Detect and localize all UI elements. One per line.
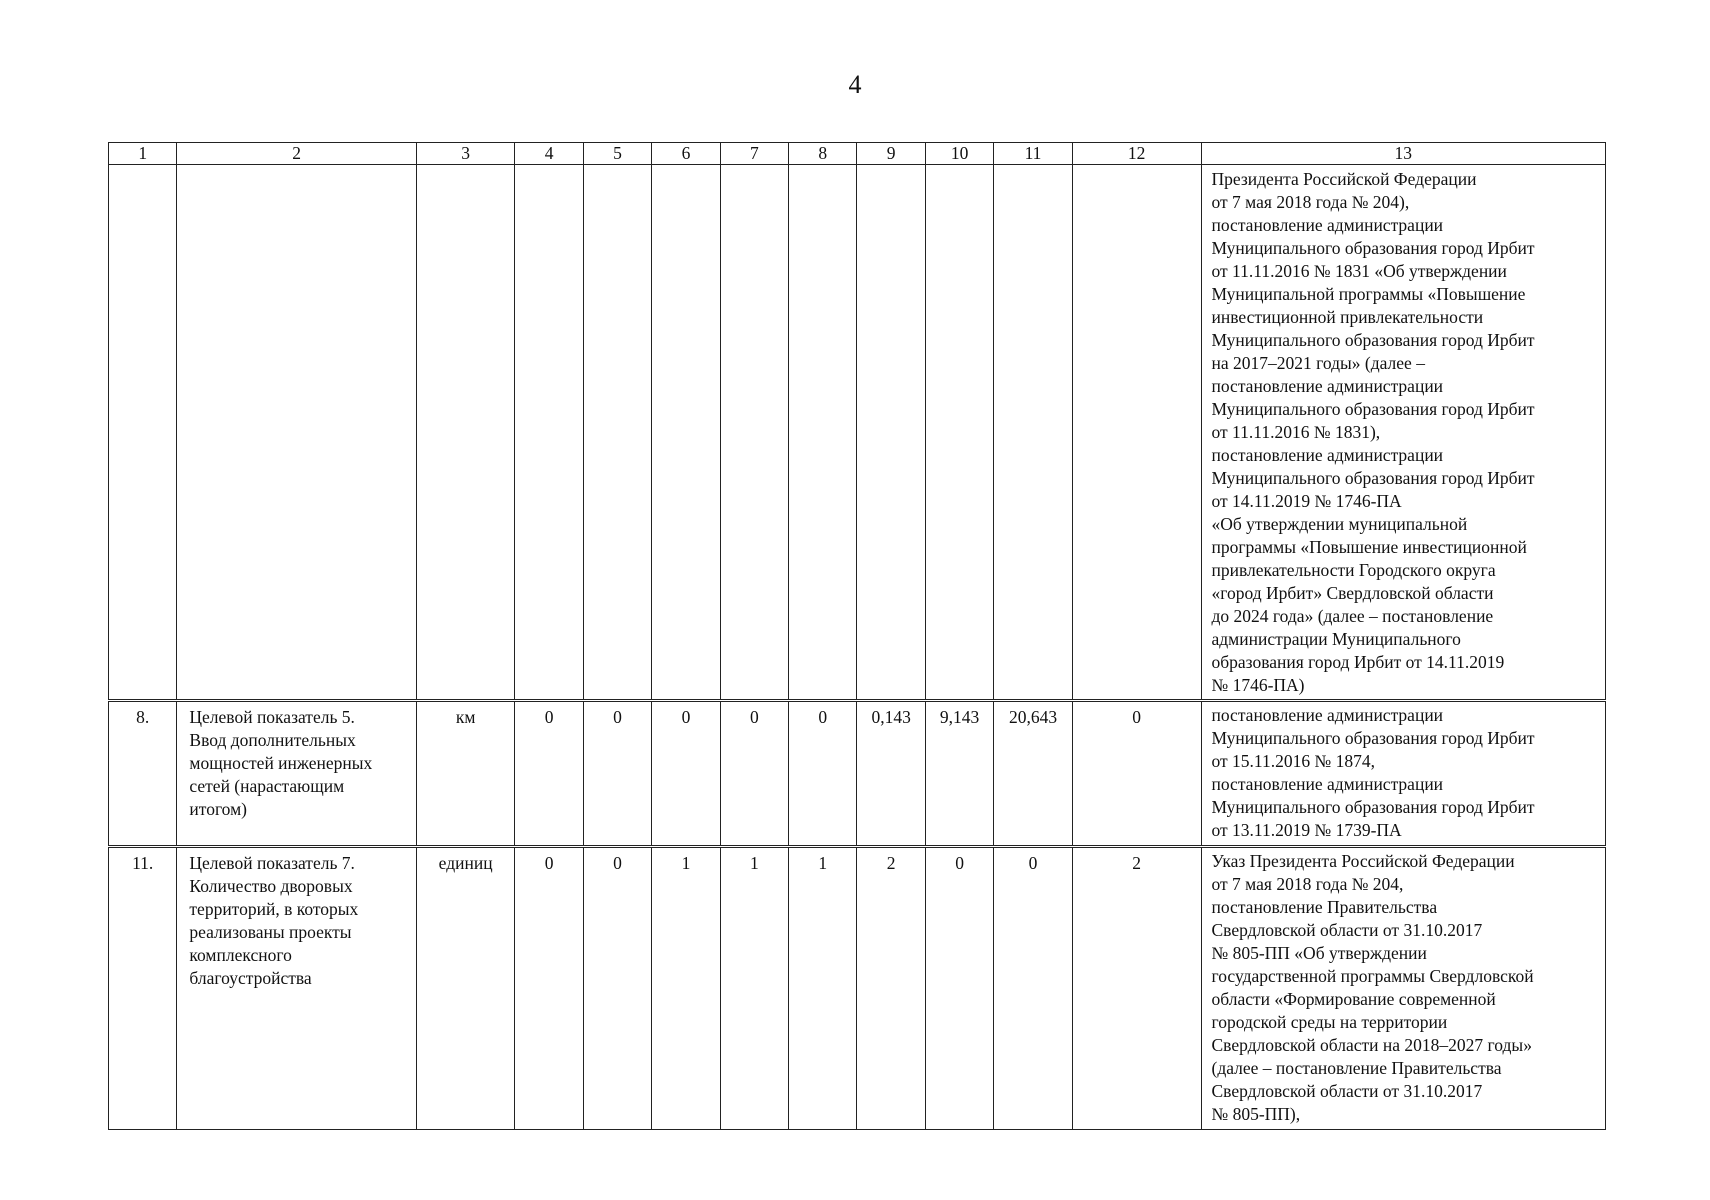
cell-value <box>1072 165 1201 701</box>
cell-value: 0 <box>583 701 651 847</box>
cell-indicator-name: Целевой показатель 7. Количество дворовых территорий, в которых реализованы проекты комплексного благоустройства <box>177 847 416 1130</box>
column-header: 6 <box>652 143 720 165</box>
cell-value: 0 <box>583 847 651 1130</box>
page-number: 4 <box>848 70 862 99</box>
column-header: 3 <box>416 143 515 165</box>
column-header: 9 <box>857 143 925 165</box>
cell-value <box>515 165 583 701</box>
cell-value: 1 <box>720 847 788 1130</box>
cell-value <box>720 165 788 701</box>
indicators-table <box>108 142 1606 1130</box>
column-header: 8 <box>789 143 857 165</box>
cell-value: 9,143 <box>925 701 993 847</box>
cell-value <box>583 165 651 701</box>
table-row <box>109 701 1606 847</box>
cell-value: 0 <box>515 847 583 1130</box>
cell-unit: км <box>416 701 515 847</box>
cell-value: 20,643 <box>994 701 1072 847</box>
column-header: 2 <box>177 143 416 165</box>
cell-value <box>994 165 1072 701</box>
column-number-row <box>109 143 1606 165</box>
column-header: 10 <box>925 143 993 165</box>
cell-indicator-name: Целевой показатель 5. Ввод дополнительных мощностей инженерных сетей (нарастающим итогом) <box>177 701 416 847</box>
cell-value: 0 <box>925 847 993 1130</box>
column-header: 5 <box>583 143 651 165</box>
cell-value: 0 <box>652 701 720 847</box>
column-header: 1 <box>109 143 177 165</box>
cell-value <box>857 165 925 701</box>
cell-number: 11. <box>109 847 177 1130</box>
cell-value: 2 <box>857 847 925 1130</box>
table-row <box>109 847 1606 1130</box>
column-header: 11 <box>994 143 1072 165</box>
cell-value: 2 <box>1072 847 1201 1130</box>
cell-value: 0 <box>789 701 857 847</box>
cell-unit <box>416 165 515 701</box>
cell-value: 0,143 <box>857 701 925 847</box>
cell-value: 1 <box>789 847 857 1130</box>
column-header: 13 <box>1201 143 1606 165</box>
cell-value <box>925 165 993 701</box>
table-row-continuation <box>109 165 1606 701</box>
cell-indicator-name <box>177 165 416 701</box>
cell-legal-basis: Президента Российской Федерации от 7 мая 2018 года № 204), постановление администрации Муниципального образования город Ирбит от 11.11.2016 № 1831 «Об утверждении Муниципальной программы «Повышение инвестиционной привлекательности Муниципального образования город Ирбит на 2017–2021 годы» (далее – постановление администрации Муниципального образования город Ирбит от 11.11.2016 № 1831), постановление администрации Муниципального образования город Ирбит от 14.11.2019 № 1746-ПА «Об утверждении муниципальной программы «Повышение инвестиционной привлекательности Городского округа «город Ирбит» Свердловской области до 2024 года» (далее – постановление администрации Муниципального образования город Ирбит от 14.11.2019 № 1746-ПА) <box>1201 165 1606 701</box>
cell-value <box>652 165 720 701</box>
cell-value: 0 <box>515 701 583 847</box>
column-header: 12 <box>1072 143 1201 165</box>
cell-legal-basis: постановление администрации Муниципального образования город Ирбит от 15.11.2016 № 1874, постановление администрации Муниципального образования город Ирбит от 13.11.2019 № 1739-ПА <box>1201 701 1606 847</box>
cell-value <box>789 165 857 701</box>
cell-legal-basis: Указ Президента Российской Федерации от 7 мая 2018 года № 204, постановление Правительства Свердловской области от 31.10.2017 № 805-ПП «Об утверждении государственной программы Свердловской области «Формирование современной городской среды на территории Свердловской области на 2018–2027 годы» (далее – постановление Правительства Свердловской области от 31.10.2017 № 805-ПП), <box>1201 847 1606 1130</box>
cell-value: 0 <box>1072 701 1201 847</box>
cell-value: 0 <box>994 847 1072 1130</box>
cell-value: 0 <box>720 701 788 847</box>
column-header: 4 <box>515 143 583 165</box>
cell-number: 8. <box>109 701 177 847</box>
cell-unit: единиц <box>416 847 515 1130</box>
cell-number <box>109 165 177 701</box>
column-header: 7 <box>720 143 788 165</box>
cell-value: 1 <box>652 847 720 1130</box>
